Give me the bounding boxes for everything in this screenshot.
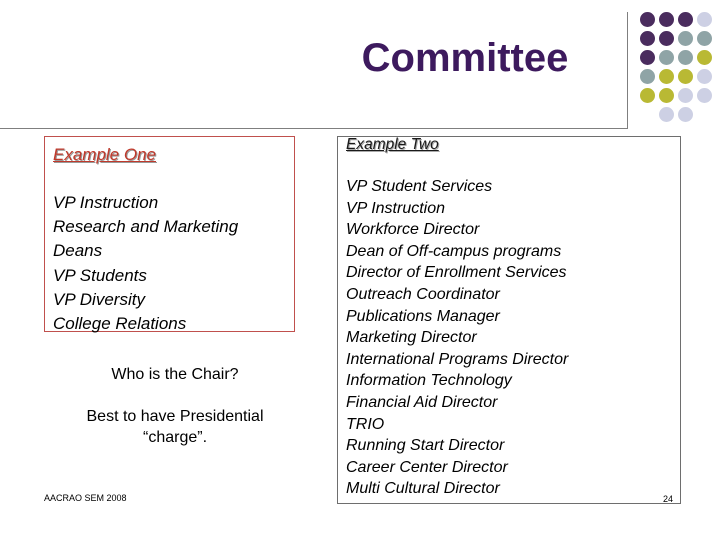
decorative-dot-grid	[640, 12, 720, 122]
example-two-heading: Example Two	[346, 136, 439, 153]
dot-lavender	[697, 69, 712, 84]
dot-lavender	[678, 107, 693, 122]
dot-purple	[678, 12, 693, 27]
list-item: VP Instruction	[346, 199, 446, 217]
list-item: Running Start Director	[346, 437, 505, 455]
dot-lavender	[697, 12, 712, 27]
dot-lavender	[678, 88, 693, 103]
list-item: Career Center Director	[346, 458, 508, 476]
presidential-charge-note	[60, 406, 290, 448]
dot-gray	[678, 50, 693, 65]
dot-lavender	[659, 107, 674, 122]
dot-olive	[697, 50, 712, 65]
footer-text: AACRAO SEM 2008	[44, 493, 127, 503]
list-item: VP Students	[53, 265, 147, 285]
example-two-list	[346, 176, 568, 500]
presidential-line-1: Best to have Presidential	[86, 408, 264, 425]
dot-gray	[659, 50, 674, 65]
list-item: International Programs Director	[346, 350, 569, 368]
title-divider	[0, 128, 628, 129]
dot-gray	[678, 31, 693, 46]
presidential-line-2: “charge”.	[142, 429, 208, 446]
list-item: Outreach Coordinator	[346, 285, 500, 303]
list-item: Information Technology	[346, 372, 512, 390]
dot-olive	[659, 69, 674, 84]
list-item: VP Diversity	[53, 289, 145, 309]
chair-question: Who is the Chair?	[111, 366, 239, 383]
list-item: Workforce Director	[346, 221, 480, 239]
list-item: Publications Manager	[346, 307, 500, 325]
dot-gray	[697, 31, 712, 46]
dot-olive	[678, 69, 693, 84]
example-one-heading: Example One	[53, 145, 156, 164]
page-number: 24	[663, 494, 674, 504]
list-item: Financial Aid Director	[346, 393, 498, 411]
list-item: Dean of Off-campus programs	[346, 242, 562, 260]
list-item: College Relations	[53, 314, 187, 334]
example-one-list	[53, 191, 238, 336]
list-item: Research and Marketing	[53, 217, 239, 237]
dot-purple	[659, 31, 674, 46]
vertical-divider	[627, 12, 628, 129]
list-item: Multi Cultural Director	[346, 480, 500, 498]
list-item: VP Instruction	[53, 193, 159, 212]
list-item: TRIO	[346, 415, 385, 433]
slide-title: Committee	[361, 36, 569, 80]
dot-olive	[640, 88, 655, 103]
dot-purple	[640, 12, 655, 27]
list-item: Deans	[53, 241, 103, 261]
list-item: Director of Enrollment Services	[346, 264, 567, 282]
dot-purple	[640, 50, 655, 65]
dot-olive	[659, 88, 674, 103]
dot-purple	[640, 31, 655, 46]
dot-purple	[659, 12, 674, 27]
dot-lavender	[697, 88, 712, 103]
dot-gray	[640, 69, 655, 84]
list-item: VP Student Services	[346, 178, 493, 195]
list-item: Marketing Director	[346, 329, 477, 347]
